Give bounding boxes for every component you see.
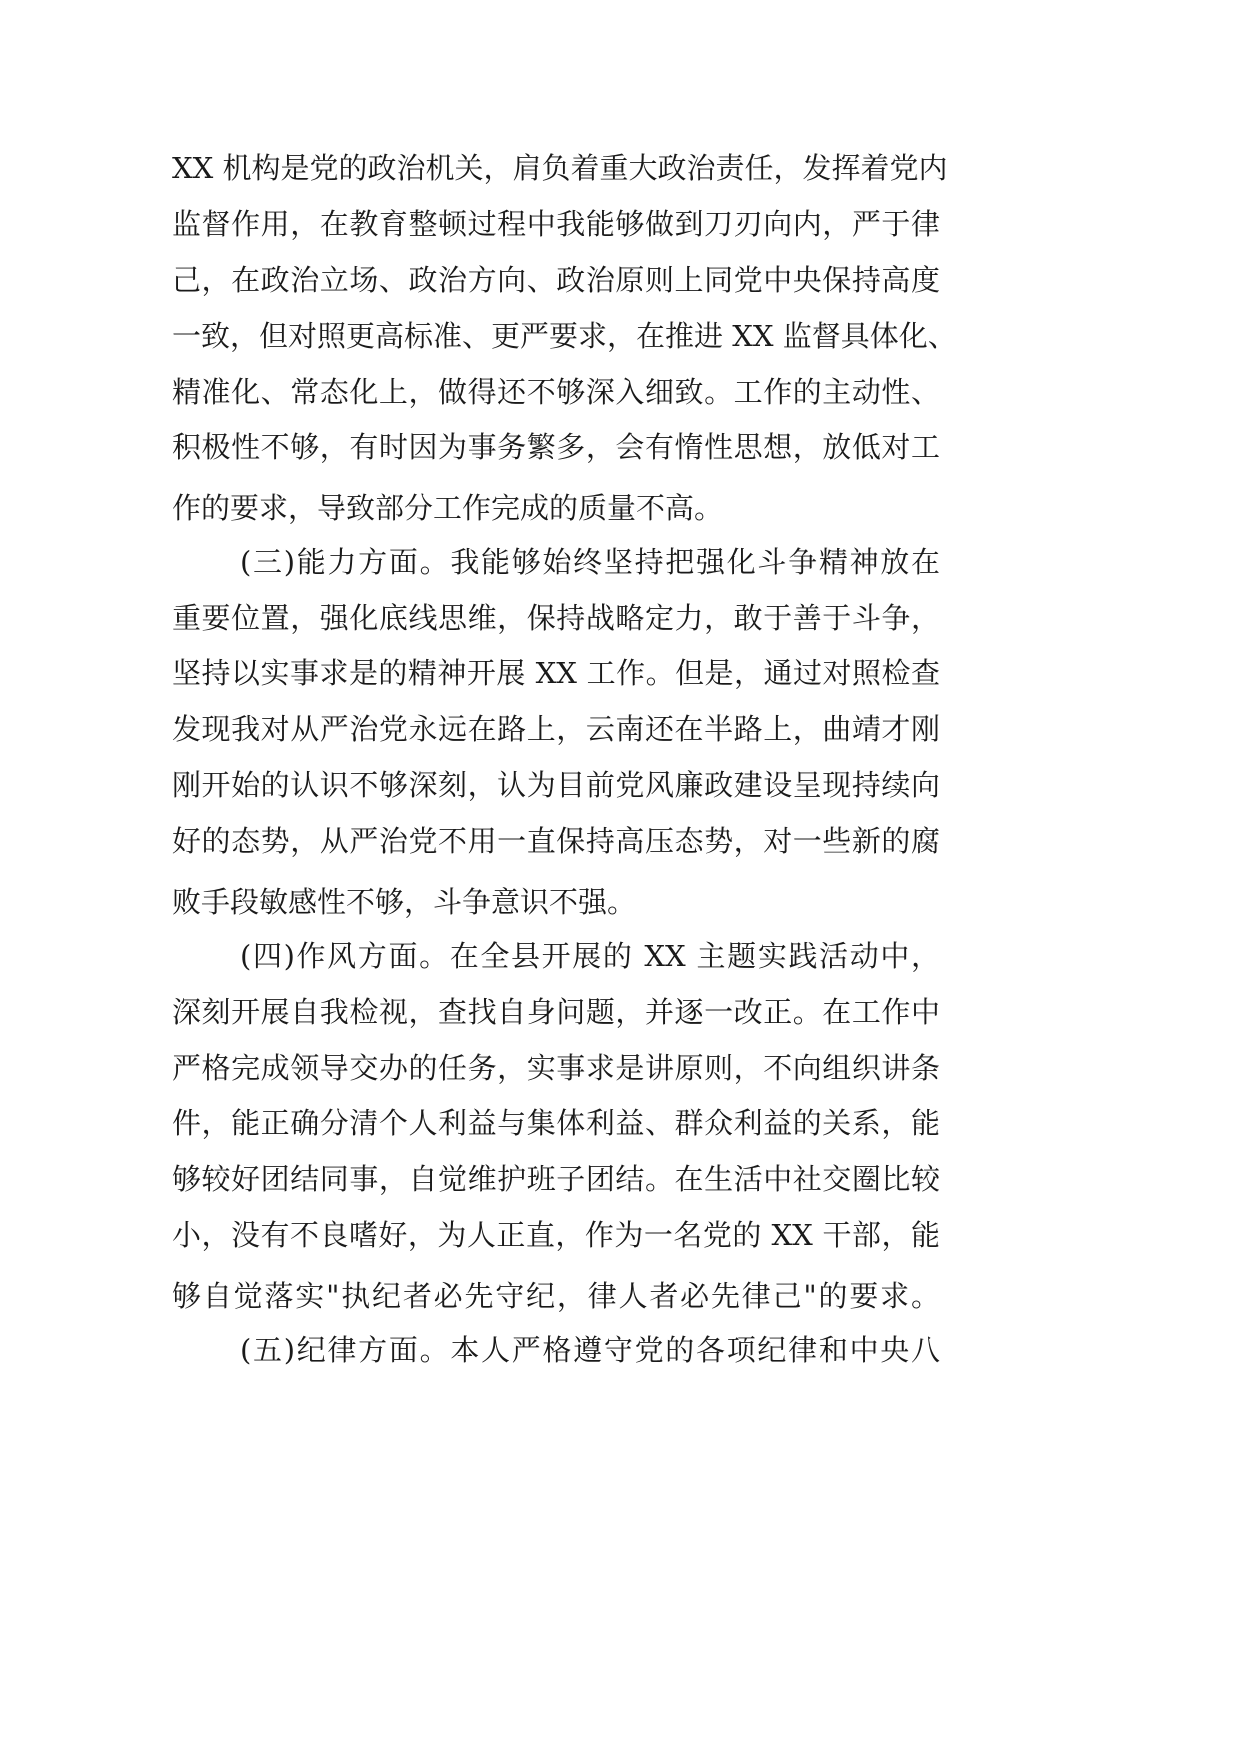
- text-line: 小，没有不良嗜好，为人正直，作为一名党的 XX 干部，能: [172, 1218, 940, 1252]
- text-line: 深刻开展自我检视，查找自身问题，并逐一改正。在工作中: [172, 995, 940, 1029]
- text-line: 刚开始的认识不够深刻，认为目前党风廉政建设呈现持续向: [172, 768, 940, 802]
- text-line: 件，能正确分清个人利益与集体利益、群众利益的关系，能: [172, 1106, 940, 1140]
- text-line: 够较好团结同事，自觉维护班子团结。在生活中社交圈比较: [172, 1162, 940, 1196]
- text-line: 监督作用，在教育整顿过程中我能够做到刀刃向内，严于律: [172, 207, 940, 241]
- text-line: 坚持以实事求是的精神开展 XX 工作。但是，通过对照检查: [172, 656, 940, 690]
- text-line: XX 机构是党的政治机关，肩负着重大政治责任，发挥着党内: [172, 151, 948, 185]
- text-line: 好的态势，从严治党不用一直保持高压态势，对一些新的腐: [172, 824, 940, 858]
- text-line: 重要位置，强化底线思维，保持战略定力，敢于善于斗争，: [172, 601, 940, 635]
- text-line: 严格完成领导交办的任务，实事求是讲原则，不向组织讲条: [172, 1051, 940, 1085]
- text-line: 发现我对从严治党永远在路上，云南还在半路上，曲靖才刚: [172, 712, 940, 746]
- text-line: 精准化、常态化上，做得还不够深入细致。工作的主动性、: [172, 375, 940, 409]
- text-line: 己，在政治立场、政治方向、政治原则上同党中央保持高度: [172, 263, 940, 297]
- text-line: 一致，但对照更高标准、更严要求，在推进 XX 监督具体化、: [172, 319, 957, 353]
- paragraph-heading-ability: (三)能力方面。我能够始终坚持把强化斗争精神放在: [240, 545, 940, 579]
- paragraph-heading-discipline: (五)纪律方面。本人严格遵守党的各项纪律和中央八: [240, 1333, 940, 1367]
- text-line: 积极性不够，有时因为事务繁多，会有惰性思想，放低对工: [172, 430, 940, 464]
- text-line: 败手段敏感性不够，斗争意识不强。: [172, 885, 637, 919]
- text-line: 够自觉落实"执纪者必先守纪，律人者必先律己"的要求。: [172, 1279, 940, 1313]
- text-line: 作的要求，导致部分工作完成的质量不高。: [172, 491, 724, 525]
- paragraph-heading-style: (四)作风方面。在全县开展的 XX 主题实践活动中，: [240, 939, 940, 973]
